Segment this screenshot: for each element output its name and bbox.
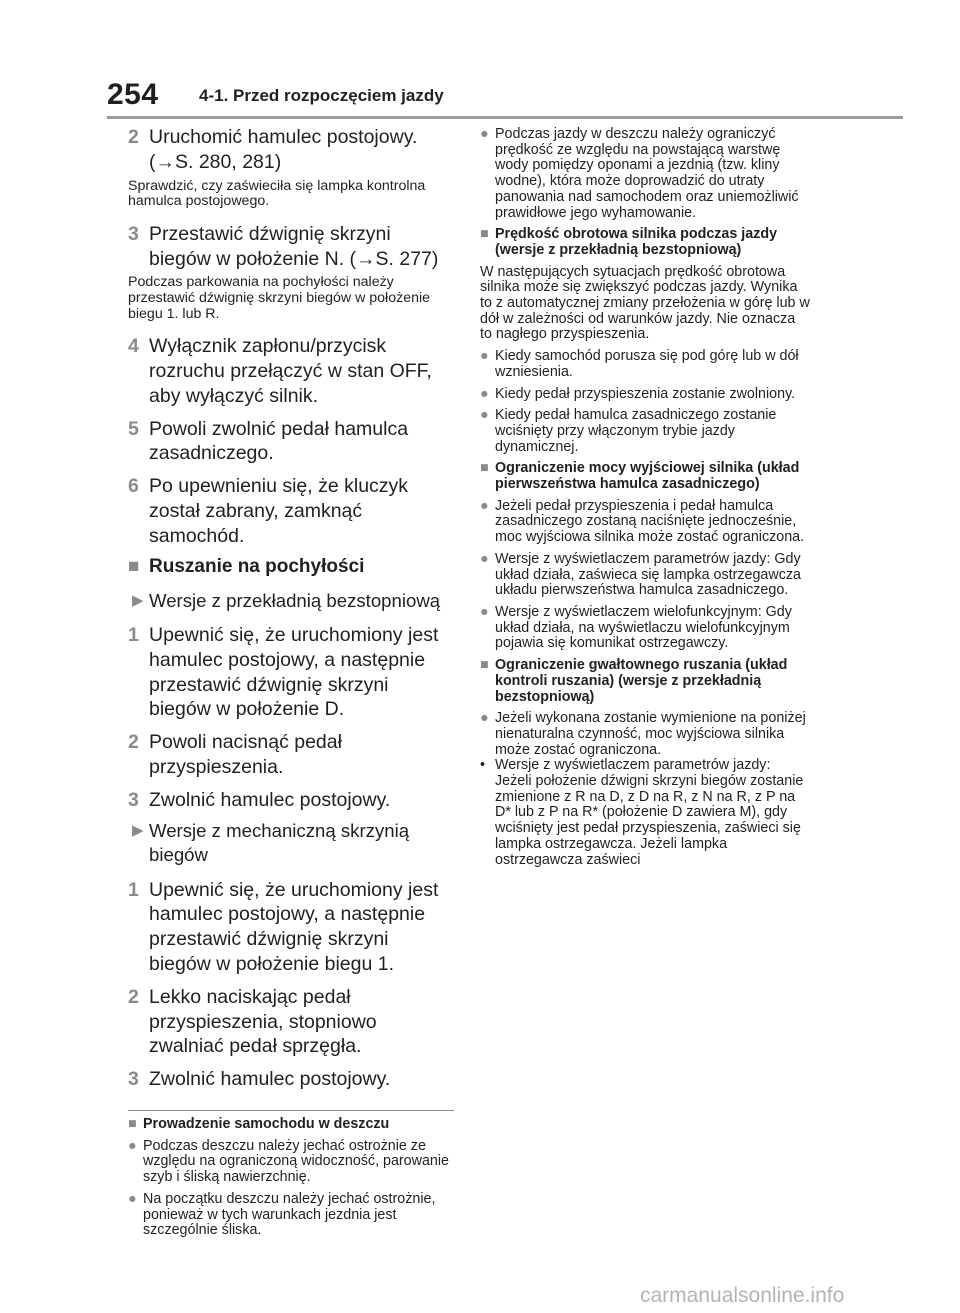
right-column [480,127,810,868]
bullet-item [480,605,810,652]
step-number: 2 [128,731,139,754]
step-item [128,417,454,467]
step-number: 4 [128,335,139,358]
triangle-bullet-icon: ▶ [132,591,144,609]
step-number: 1 [128,878,139,901]
bullet-item [480,349,810,380]
step-item [128,985,454,1059]
bullet-text: Wersje z wyświetlaczem parametrów jazdy: Gdy układ działa, zaświeca się lampka ostrzegawcza układu pierwszeństwa hamulca zasadniczego. [495,550,801,599]
variant-label [128,819,454,868]
triangle-bullet-icon: ▶ [132,821,144,839]
round-bullet-icon: ● [480,710,489,727]
page-number: 254 [107,78,159,111]
subheading-text: Ograniczenie gwałtownego ruszania (układ kontroli ruszania) (wersje z przekładnią bezstopniową) [495,657,788,705]
round-bullet-icon: ● [480,497,489,514]
subsection-heading [128,1117,454,1133]
subheading-text: Prowadzenie samochodu w deszczu [143,1115,390,1132]
step-text: Zwolnić hamulec postojowy. [149,1068,391,1091]
square-bullet-icon: ■ [480,657,489,674]
bullet-text: Jeżeli wykonana zostanie wymienione na poniżej nienaturalna czynność, moc wyjściowa silnika może zostać ograniczona. [495,710,806,758]
round-bullet-icon: ● [128,1190,137,1207]
bullet-text: Jeżeli pedał przyspieszenia i pedał hamulca zasadniczego zostaną naciśnięte jednocześnie, moc wyjściowa silnika może zostać ograniczona. [495,497,805,546]
dash-item [480,758,810,868]
variant-text: Wersje z mechaniczną skrzynią biegów [149,819,410,866]
bullet-text: Wersje z wyświetlaczem wielofunkcyjnym: Gdy układ działa, na wyświetlaczu wielofunkcyjnym pojawia się komunikat ostrzegawczy. [495,603,792,652]
bullet-item [480,387,810,403]
variant-label [128,589,454,614]
step-item [128,623,454,722]
step-text: Powoli nacisnąć pedał przyspieszenia. [149,731,342,779]
step-item [128,878,454,977]
subheading-text: Ograniczenie mocy wyjściowej silnika (układ pierwszeństwa hamulca zasadniczego) [495,460,800,493]
step-item [128,125,454,175]
header-divider [107,116,903,119]
round-bullet-icon: ● [480,126,489,142]
step-text: Zwolnić hamulec postojowy. [149,788,391,811]
step-text: Po upewnieniu się, że kluczyk został zabrany, zamknąć samochód. [149,475,409,547]
step-text: Wyłącznik zapłonu/przycisk rozruchu przełączyć w stan OFF, aby wyłączyć silnik. [149,335,432,407]
round-bullet-icon: ● [480,348,489,365]
step-item [128,1067,454,1092]
subsection-heading [480,227,810,258]
section-heading [128,555,454,579]
bullet-text: Podczas deszczu należy jechać ostrożnie ze względu na ograniczoną widoczność, parowanie szyb i śliską nawierzchnię. [143,1137,449,1186]
step-note: Sprawdzić, czy zaświeciła się lampka kontrolna hamulca postojowego. [128,177,426,210]
small-bullet-icon: • [480,757,486,774]
step-text: Przestawić dźwignię skrzyni biegów w położenie N. (→S. 277) [149,222,439,270]
bullet-item [480,499,810,546]
square-bullet-icon: ■ [128,1115,137,1132]
section-title: 4-1. Przed rozpoczęciem jazdy [199,86,444,105]
round-bullet-icon: ● [480,550,489,567]
bullet-text: Na początku deszczu należy jechać ostrożnie, ponieważ w tych warunkach jezdnia jest szczególnie śliska. [143,1190,436,1239]
step-item [128,788,454,813]
page-header [107,72,903,120]
bullet-text: Kiedy samochód porusza się pod górę lub w dół wzniesienia. [495,348,799,380]
round-bullet-icon: ● [480,603,489,620]
step-item [128,730,454,780]
bullet-item [480,711,810,758]
round-bullet-icon: ● [480,407,489,424]
paragraph: W następujących sytuacjach prędkość obrotowa silnika może się zwiększyć podczas jazdy. Wynika to z automatycznej zmiany przełożenia w górę lub w dół w zależności od warunków jazdy. Nie oznacza to nagłego przyspieszenia. [480,263,810,343]
watermark: carmanualsonline.info [640,1284,845,1307]
step-number: 3 [128,1068,139,1091]
step-text: Powoli zwolnić pedał hamulca zasadniczego. [149,417,409,465]
step-text: Upewnić się, że uruchomiony jest hamulec postojowy, a następnie przestawić dźwignię skrzyni biegów w położenie D. [149,624,439,721]
square-bullet-icon: ■ [128,555,140,577]
bullet-item [480,552,810,599]
square-bullet-icon: ■ [480,460,489,477]
step-item [128,334,454,408]
step-text: Lekko naciskając pedał przyspieszenia, stopniowo zwalniać pedał sprzęgła. [149,985,377,1058]
bullet-text: Kiedy pedał przyspieszenia zostanie zwolniony. [495,385,796,402]
subsection-heading [480,658,810,705]
step-item [128,222,454,272]
subsection-heading [480,461,810,492]
section-divider [128,1110,454,1111]
square-bullet-icon: ■ [480,226,489,243]
step-text: Upewnić się, że uruchomiony jest hamulec postojowy, a następnie przestawić dźwignię skrzyni biegów w położenie biegu 1. [149,878,439,975]
step-number: 3 [128,788,139,811]
step-number: 3 [128,222,139,245]
bullet-item [128,1192,454,1239]
step-number: 6 [128,475,139,498]
dash-text: Wersje z wyświetlaczem parametrów jazdy: Jeżeli położenie dźwigni skrzyni biegów zostanie zmienione z R na D, z D na R, z N na R, z P na D* lub z P na R* (położenie D zawiera M), gdy wciśnięty jest pedał przyspieszenia, zaświeci się lampka ostrzegawcza. Jeżeli lampka ostrzegawcza zaświeci [495,757,804,868]
heading-text: Ruszanie na pochyłości [149,555,365,577]
bullet-text: Podczas jazdy w deszczu należy ograniczyć prędkość ze względu na powstającą warstwę wody pomiędzy oponami a jezdnią (tzw. kliny wodne), która może doprowadzić do utraty panowania nad samochodem oraz uniemożliwić prawidłowe jego wyhamowanie. [495,126,799,221]
round-bullet-icon: ● [480,385,489,402]
variant-text: Wersje z przekładnią bezstopniową [149,589,441,611]
bullet-item [480,127,810,221]
step-item [128,474,454,548]
step-number: 5 [128,417,139,440]
subheading-text: Prędkość obrotowa silnika podczas jazdy (wersje z przekładnią bezstopniową) [495,226,778,258]
step-note: Podczas parkowania na pochyłości należy przestawić dźwignię skrzyni biegów w położenie biegu 1. lub R. [128,274,431,322]
bullet-text: Kiedy pedał hamulca zasadniczego zostanie wciśnięty przy włączonym trybie jazdy dynamicznej. [495,407,777,455]
round-bullet-icon: ● [128,1137,137,1154]
left-column [128,125,454,1245]
bullet-item [480,408,810,455]
bullet-item [128,1139,454,1186]
step-text: Uruchomić hamulec postojowy. (→S. 280, 281) [149,126,418,173]
step-number: 1 [128,624,139,647]
step-number: 2 [128,126,139,148]
step-number: 2 [128,985,139,1008]
